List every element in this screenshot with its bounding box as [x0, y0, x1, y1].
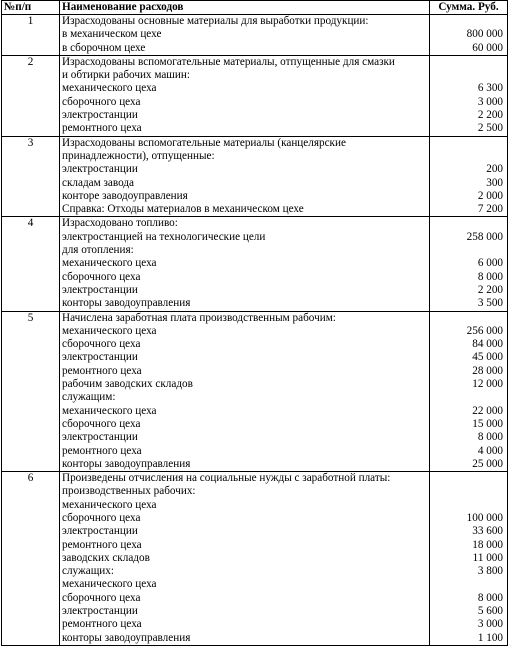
expense-line-text: Израсходованы вспомогательные материалы, отпущенные для смазки [62, 55, 395, 68]
expense-table [1, 0, 508, 646]
header-row [2, 1, 508, 15]
table-row [2, 136, 508, 217]
expense-line-amount [430, 472, 503, 485]
expense-line-amount: 300 [486, 176, 503, 189]
expense-line-amount [430, 137, 503, 150]
expense-line-amount: 200 [486, 163, 503, 176]
expense-line-text: механического цеха [62, 82, 157, 95]
expense-line-text: сборочного цеха [62, 591, 141, 604]
row-description [60, 311, 430, 472]
expense-line-amount: 2 200 [477, 283, 503, 296]
expense-line-text: для отопления: [62, 244, 134, 257]
expense-line-amount: 28 000 [472, 364, 503, 377]
expense-line-text: заводских складов [62, 551, 150, 564]
expense-line-text: механического цеха [62, 324, 157, 337]
expense-line-text: механического цеха [62, 578, 157, 591]
row-description [60, 136, 430, 217]
expense-line-text: электростанции [62, 431, 138, 444]
expense-line-text: конторы заводоуправления [62, 631, 191, 644]
expense-line-amount: 100 000 [466, 511, 503, 524]
table-body [2, 15, 508, 646]
expense-line-text: служащих: [62, 565, 114, 578]
expense-line-amount: 45 000 [472, 351, 503, 364]
expense-line-amount [430, 244, 503, 257]
expense-line-text: Израсходовано топливо: [62, 217, 178, 230]
expense-line-text: конторы заводоуправления [62, 457, 191, 470]
expense-line-text: Произведены отчисления на социальные нужды с заработной платы: [62, 472, 391, 485]
expense-line-text: принадлежности), отпущенные: [62, 149, 215, 162]
expense-line-text: электростанции [62, 109, 138, 122]
expense-line-amount [430, 56, 503, 69]
row-number: 5 [2, 311, 60, 472]
expense-line-amount [430, 312, 503, 325]
expense-line-text: ремонтного цеха [62, 618, 142, 631]
expense-line-text: сборочного цеха [62, 338, 141, 351]
header-sum: Сумма. Руб. [430, 1, 508, 15]
expense-line-text: Начислена заработная плата производственным рабочим: [62, 311, 336, 324]
expense-line-text: складам завода [62, 176, 135, 189]
expense-line-amount: 6 000 [477, 257, 503, 270]
row-description [60, 55, 430, 136]
expense-line-amount: 12 000 [472, 378, 503, 391]
expense-line-amount: 2 200 [477, 109, 503, 122]
expense-line-amount [430, 578, 503, 591]
expense-line-text: ремонтного цеха [62, 122, 142, 135]
expense-line-amount: 4 000 [477, 444, 503, 457]
expense-line-text: Израсходованы вспомогательные материалы (канцелярские [62, 136, 346, 149]
table-row [2, 15, 508, 56]
expense-line-text: электростанцией на технологические цели [62, 230, 266, 243]
header-number: №п/п [2, 1, 60, 15]
expense-line-amount: 33 600 [472, 525, 503, 538]
table-row [2, 311, 508, 472]
row-number: 2 [2, 55, 60, 136]
expense-line-text: электростанции [62, 283, 138, 296]
expense-line-text: сборочного цеха [62, 270, 141, 283]
row-amounts [430, 472, 508, 646]
expense-line-text: механического цеха [62, 404, 157, 417]
table-row [2, 472, 508, 646]
expense-line-text: сборочного цеха [62, 511, 141, 524]
expense-line-amount: 3 000 [477, 95, 503, 108]
expense-line-amount: 2 500 [477, 122, 503, 135]
expense-line-amount [430, 485, 503, 498]
expense-line-text: механического цеха [62, 498, 157, 511]
expense-line-amount: 22 000 [472, 404, 503, 417]
row-number: 3 [2, 136, 60, 217]
expense-line-text: механического цеха [62, 257, 157, 270]
expense-line-amount: 800 000 [466, 28, 503, 41]
row-description [60, 472, 430, 646]
expense-line-text: ремонтного цеха [62, 538, 142, 551]
expense-line-amount [430, 217, 503, 230]
expense-line-text: электростанции [62, 605, 138, 618]
row-description [60, 15, 430, 56]
expense-line-amount [430, 499, 503, 512]
expense-line-amount: 3 800 [477, 565, 503, 578]
table-row [2, 55, 508, 136]
expense-line-amount: 18 000 [472, 538, 503, 551]
expense-line-amount: 3 000 [477, 618, 503, 631]
expense-line-amount: 6 300 [477, 82, 503, 95]
row-number: 4 [2, 217, 60, 311]
expense-line-amount: 258 000 [466, 230, 503, 243]
row-amounts [430, 311, 508, 472]
row-number: 6 [2, 472, 60, 646]
row-amounts [430, 136, 508, 217]
expense-line-amount: 8 000 [477, 270, 503, 283]
expense-line-amount [430, 69, 503, 82]
expense-line-amount: 1 100 [477, 631, 503, 644]
header-name: Наименование расходов [60, 1, 430, 15]
expense-line-text: рабочим заводских складов [62, 378, 193, 391]
expense-line-text: электростанции [62, 163, 138, 176]
expense-line-text: в сборочном цехе [62, 41, 146, 54]
row-amounts [430, 55, 508, 136]
row-description [60, 217, 430, 311]
expense-line-amount: 84 000 [472, 338, 503, 351]
expense-line-text: сборочного цеха [62, 417, 141, 430]
expense-line-text: ремонтного цеха [62, 364, 142, 377]
expense-line-text: электростанции [62, 351, 138, 364]
expense-line-amount [430, 150, 503, 163]
expense-line-text: служащим: [62, 391, 116, 404]
expense-line-amount [430, 391, 503, 404]
expense-line-amount: 15 000 [472, 417, 503, 430]
row-amounts [430, 15, 508, 56]
expense-line-text: Справка: Отходы материалов в механическом цехе [62, 203, 304, 216]
expense-line-text: сборочного цеха [62, 95, 141, 108]
expense-line-text: производственных рабочих: [62, 485, 196, 498]
expense-document [1, 0, 507, 646]
expense-line-amount: 8 000 [477, 431, 503, 444]
row-amounts [430, 217, 508, 311]
expense-line-amount: 2 000 [477, 189, 503, 202]
expense-line-amount: 7 200 [477, 203, 503, 216]
expense-line-text: ремонтного цеха [62, 444, 142, 457]
expense-line-amount [430, 15, 503, 28]
expense-line-amount: 256 000 [466, 324, 503, 337]
expense-line-text: в механическом цехе [62, 28, 162, 41]
expense-line-text: конторе заводоуправления [62, 189, 188, 202]
expense-line-amount: 3 500 [477, 297, 503, 310]
row-number: 1 [2, 15, 60, 56]
expense-line-amount: 5 600 [477, 605, 503, 618]
table-row [2, 217, 508, 311]
expense-line-text: и обтирки рабочих машин: [62, 69, 190, 82]
expense-line-text: конторы заводоуправления [62, 297, 191, 310]
expense-line-amount: 60 000 [472, 41, 503, 54]
expense-line-amount: 11 000 [472, 551, 503, 564]
expense-line-text: электростанции [62, 525, 138, 538]
expense-line-text: Израсходованы основные материалы для выработки продукции: [62, 15, 369, 27]
expense-line-amount: 8 000 [477, 591, 503, 604]
expense-line-amount: 25 000 [472, 457, 503, 470]
